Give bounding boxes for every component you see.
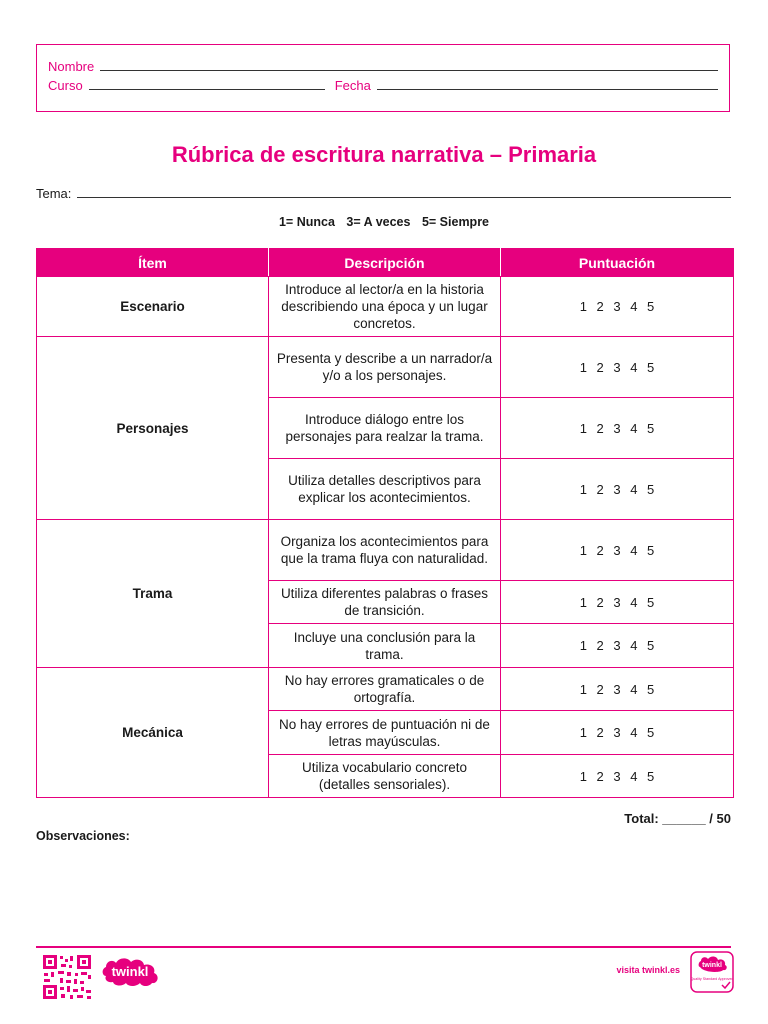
tema-field[interactable]: [77, 197, 731, 198]
description-cell: Incluye una conclusión para la trama.: [269, 624, 501, 668]
score-cell[interactable]: 1 2 3 4 5: [501, 755, 734, 798]
rubric-table: [36, 248, 734, 798]
score-cell[interactable]: 1 2 3 4 5: [501, 337, 734, 398]
description-cell: Organiza los acontecimientos para que la trama fluya con naturalidad.: [269, 520, 501, 581]
table-row: [37, 277, 734, 337]
header-description: Descripción: [269, 249, 501, 277]
observations-label: Observaciones:: [36, 829, 130, 843]
item-cell: Personajes: [37, 337, 269, 520]
description-cell: Presenta y describe a un narrador/a y/o a los personajes.: [269, 337, 501, 398]
svg-text:Quality Standard Approved: Quality Standard Approved: [690, 977, 734, 981]
student-info-box: [36, 44, 730, 112]
description-cell: No hay errores de puntuación ni de letras mayúsculas.: [269, 711, 501, 755]
course-date-row: [48, 78, 718, 93]
score-cell[interactable]: 1 2 3 4 5: [501, 277, 734, 337]
svg-text:twinkl: twinkl: [702, 962, 722, 969]
course-label: Curso: [48, 78, 83, 93]
item-cell: Trama: [37, 520, 269, 668]
svg-text:twinkl: twinkl: [111, 964, 149, 979]
table-header-row: [37, 249, 734, 277]
score-cell[interactable]: 1 2 3 4 5: [501, 520, 734, 581]
header-score: Puntuación: [501, 249, 734, 277]
description-cell: No hay errores gramaticales o de ortografía.: [269, 668, 501, 711]
description-cell: Utiliza detalles descriptivos para explicar los acontecimientos.: [269, 459, 501, 520]
tema-row: [36, 186, 731, 201]
date-label: Fecha: [334, 78, 371, 93]
course-field[interactable]: [89, 89, 325, 90]
date-field[interactable]: [377, 89, 718, 90]
name-row: [48, 59, 718, 74]
description-cell: Utiliza vocabulario concreto (detalles sensoriales).: [269, 755, 501, 798]
qr-code-icon: [42, 954, 92, 1000]
scale-item: 5= Siempre: [421, 215, 490, 229]
table-row: [37, 520, 734, 581]
score-cell[interactable]: 1 2 3 4 5: [501, 398, 734, 459]
score-cell[interactable]: 1 2 3 4 5: [501, 624, 734, 668]
scale-item: 1= Nunca: [278, 215, 335, 229]
tema-label: Tema:: [36, 186, 72, 201]
page-title: Rúbrica de escritura narrativa – Primaria: [171, 142, 597, 167]
footer-divider: [36, 946, 731, 948]
item-cell: Escenario: [37, 277, 269, 337]
visit-link[interactable]: visita twinkl.es: [616, 965, 680, 975]
total-score: Total: ______ / 50: [624, 811, 731, 826]
quality-standard-badge: [690, 951, 734, 993]
table-row: [37, 337, 734, 398]
description-cell: Utiliza diferentes palabras o frases de transición.: [269, 581, 501, 624]
table-row: [37, 668, 734, 711]
header-item: Ítem: [37, 249, 269, 277]
item-cell: Mecánica: [37, 668, 269, 798]
score-cell[interactable]: 1 2 3 4 5: [501, 668, 734, 711]
name-field[interactable]: [100, 70, 718, 71]
score-cell[interactable]: 1 2 3 4 5: [501, 459, 734, 520]
score-cell[interactable]: 1 2 3 4 5: [501, 581, 734, 624]
scale-legend: [0, 215, 768, 229]
twinkl-logo: [100, 954, 162, 988]
name-label: Nombre: [48, 59, 95, 74]
description-cell: Introduce al lector/a en la historia describiendo una época y un lugar concretos.: [269, 277, 501, 337]
scale-item: 3= A veces: [346, 215, 411, 229]
description-cell: Introduce diálogo entre los personajes para realzar la trama.: [269, 398, 501, 459]
score-cell[interactable]: 1 2 3 4 5: [501, 711, 734, 755]
